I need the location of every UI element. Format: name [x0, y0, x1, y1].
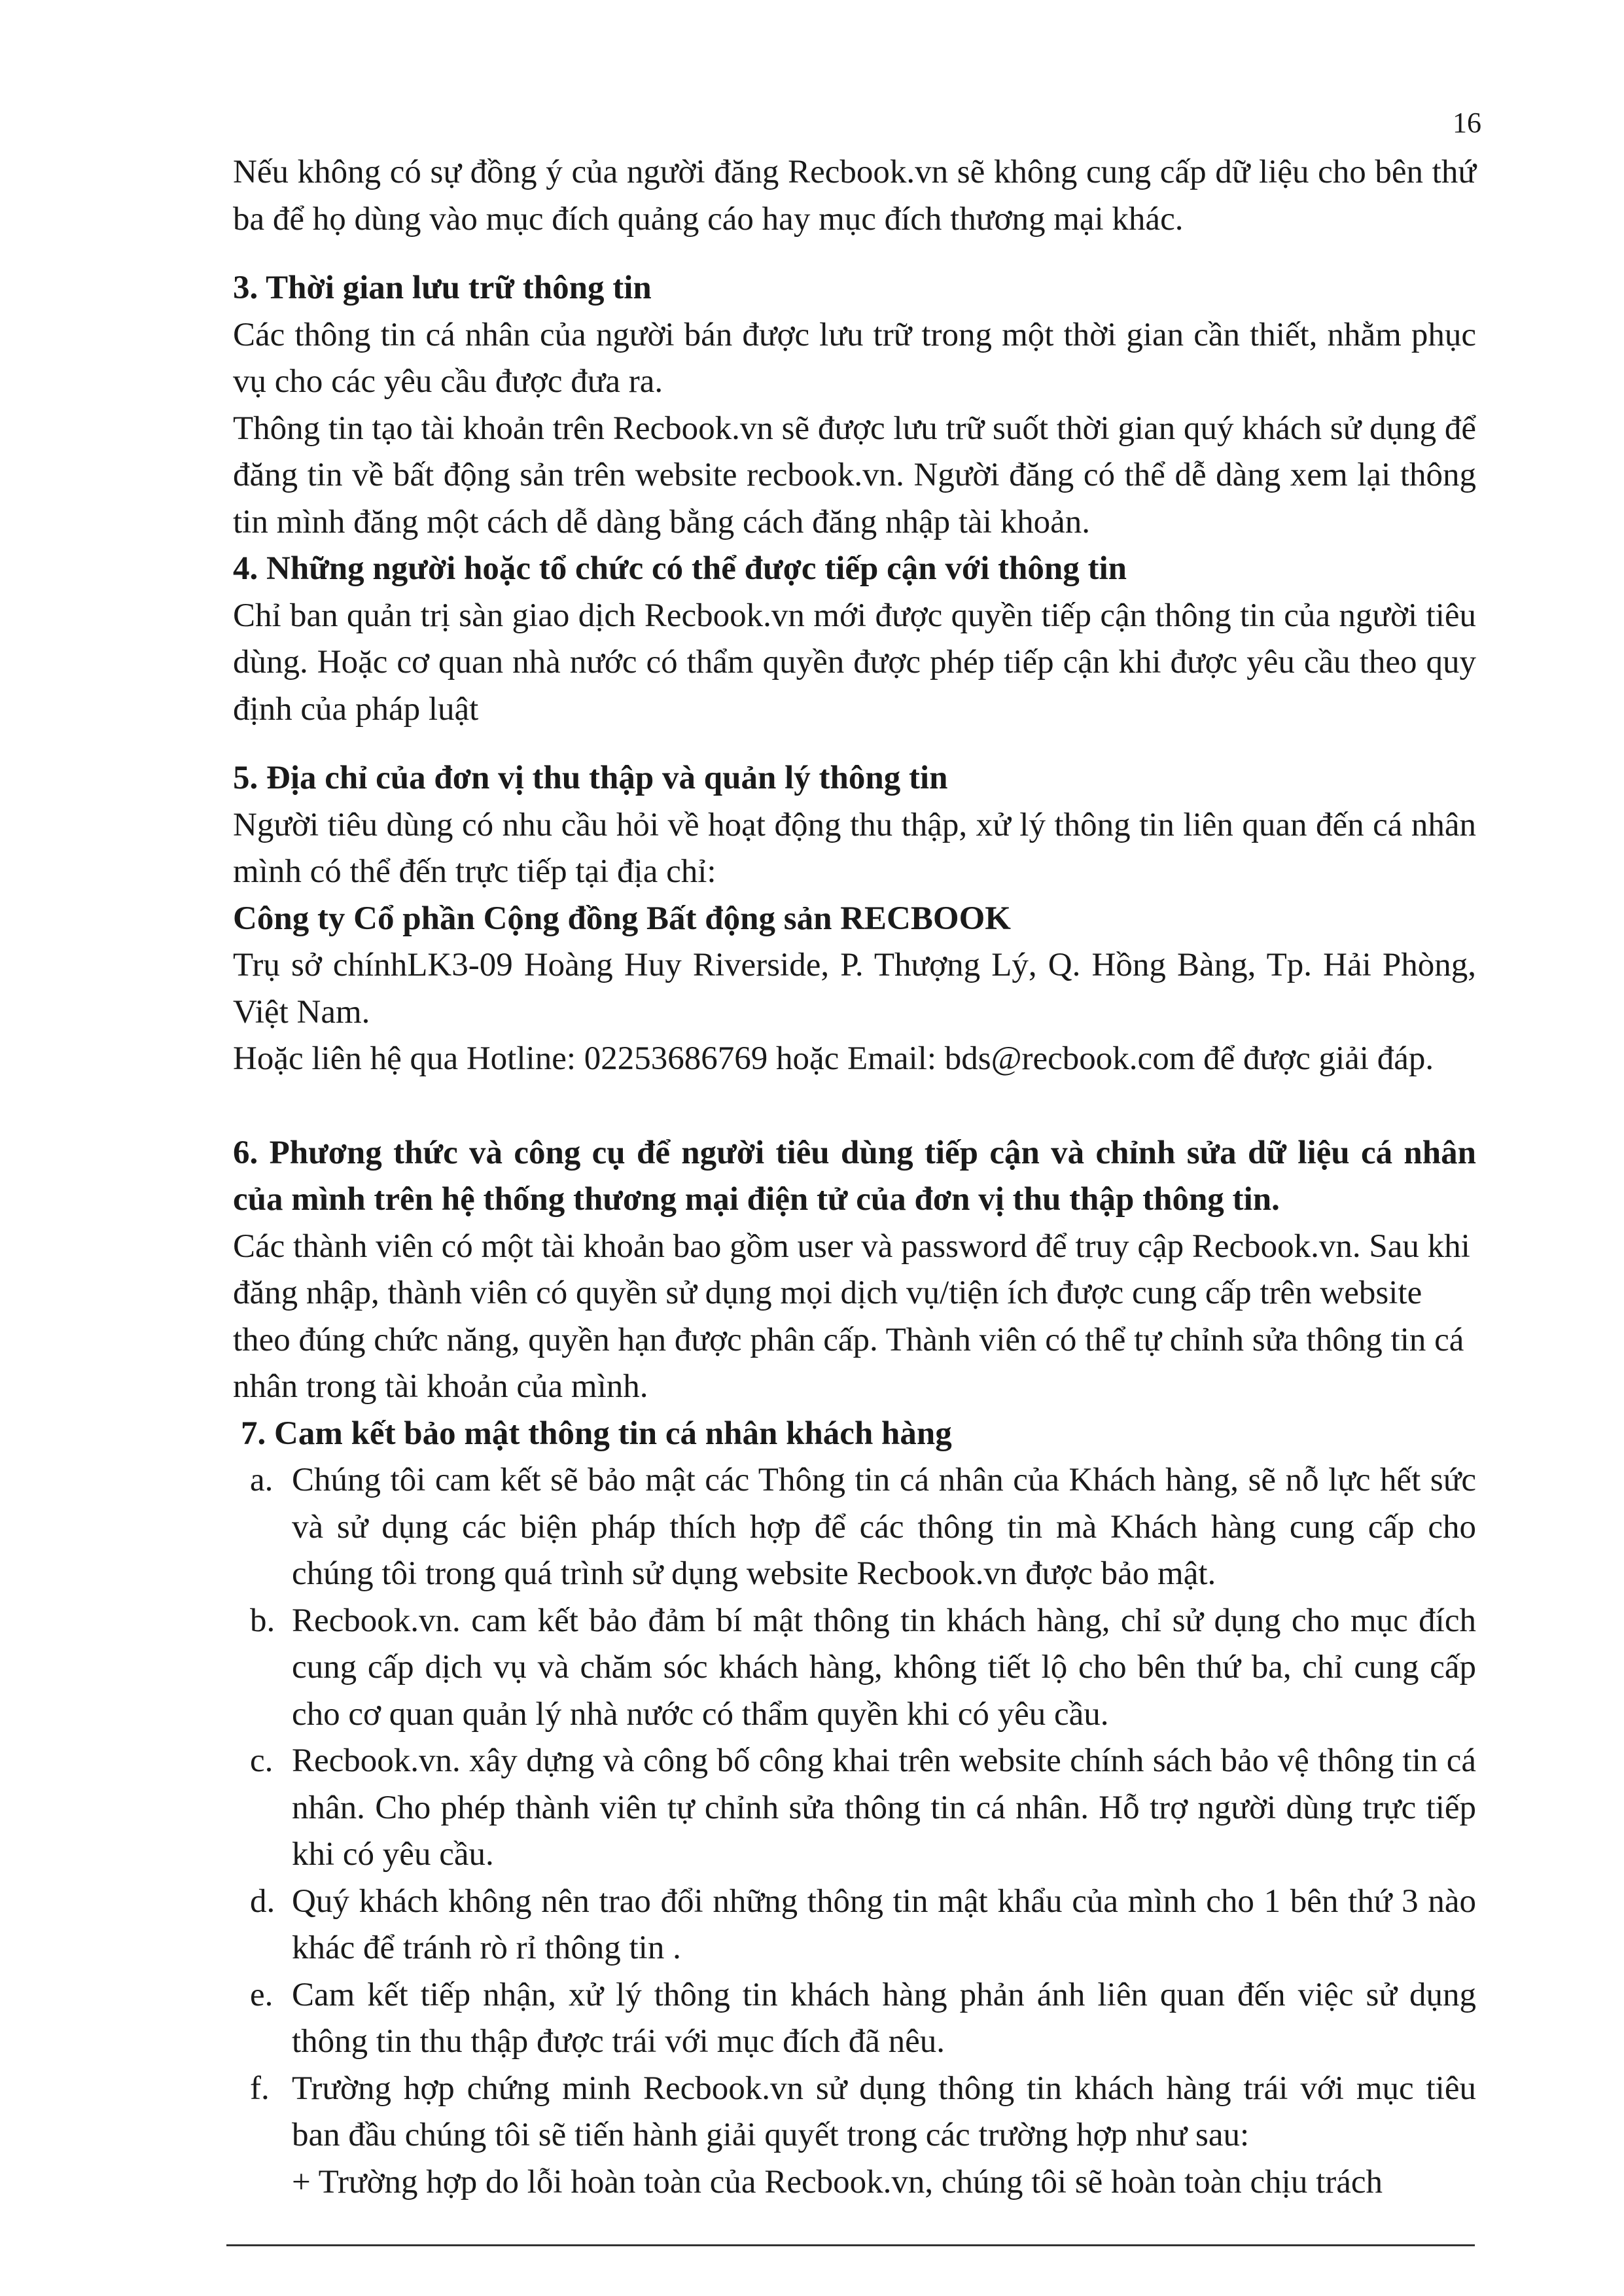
- section-6-paragraph-1: Các thành viên có một tài khoản bao gồm user và password để truy cập Recbook.vn. Sau khi đăng nhập, thành viên có quyền sử dụng mọi dịch vụ/tiện ích được cung cấp trên website theo đúng chức năng, quyền hạn được phân cấp. Thành viên có thể tự chỉnh sửa thông tin cá nhân trong tài khoản của mình.: [233, 1227, 1470, 1405]
- intro-paragraph: Nếu không có sự đồng ý của người đăng Recbook.vn sẽ không cung cấp dữ liệu cho bên thứ ba để họ dùng vào mục đích quảng cáo hay mục đích thương mại khác.: [233, 154, 1476, 238]
- item-marker: d.: [250, 1882, 275, 1920]
- commitment-item-c: [233, 1738, 1476, 1879]
- section-4: [233, 546, 1476, 733]
- item-marker: b.: [250, 1602, 275, 1639]
- page-number: 16: [1453, 107, 1481, 139]
- item-text: Trường hợp chứng minh Recbook.vn sử dụng thông tin khách hàng trái với mục tiêu ban đầu chúng tôi sẽ tiến hành giải quyết trong các trường hợp như sau:: [292, 2070, 1476, 2153]
- footer-rule: [226, 2244, 1475, 2246]
- section-5: [233, 755, 1476, 1083]
- contact-info: Hoặc liên hệ qua Hotline: 02253686769 hoặc Email: bds@recbook.com để được giải đáp.: [233, 1040, 1434, 1077]
- section-4-paragraph-1: Chỉ ban quản trị sàn giao dịch Recbook.vn mới được quyền tiếp cận thông tin của người tiêu dùng. Hoặc cơ quan nhà nước có thẩm quyền được phép tiếp cận khi được yêu cầu theo quy định của pháp luật: [233, 597, 1476, 728]
- commitment-sub-item: + Trường hợp do lỗi hoàn toàn của Recbook.vn, chúng tôi sẽ hoàn toàn chịu trách: [292, 2163, 1383, 2200]
- item-marker: f.: [250, 2070, 270, 2107]
- commitment-item-a: [233, 1457, 1476, 1598]
- commitment-item-d: [233, 1879, 1476, 1972]
- item-text: Quý khách không nên trao đổi những thông tin mật khẩu của mình cho 1 bên thứ 3 nào khác để tránh rò rỉ thông tin .: [292, 1882, 1476, 1966]
- section-5-paragraph-1: Người tiêu dùng có nhu cầu hỏi về hoạt động thu thập, xử lý thông tin liên quan đến cá nhân mình có thể đến trực tiếp tại địa chỉ:: [233, 806, 1476, 890]
- commitment-item-f: [233, 2066, 1476, 2159]
- section-6: [233, 1130, 1476, 1411]
- section-6-heading: 6. Phương thức và công cụ để người tiêu dùng tiếp cận và chỉnh sửa dữ liệu cá nhân của mình trên hệ thống thương mại điện tử của đơn vị thu thập thông tin.: [233, 1134, 1476, 1218]
- commitment-item-e: [233, 1972, 1476, 2066]
- item-text: Recbook.vn. cam kết bảo đảm bí mật thông tin khách hàng, chỉ sử dụng cho mục đích cung cấp dịch vụ và chăm sóc khách hàng, không tiết lộ cho bên thứ ba, chỉ cung cấp cho cơ quan quản lý nhà nước có thẩm quyền khi có yêu cầu.: [292, 1602, 1476, 1733]
- section-3-paragraph-2: Thông tin tạo tài khoản trên Recbook.vn sẽ được lưu trữ suốt thời gian quý khách sử dụng để đăng tin về bất động sản trên website recbook.vn. Người đăng có thể dễ dàng xem lại thông tin mình đăng một cách dễ dàng bằng cách đăng nhập tài khoản.: [233, 410, 1476, 540]
- item-marker: e.: [250, 1976, 274, 2013]
- commitment-item-b: [233, 1598, 1476, 1739]
- section-7: [233, 1411, 1476, 2206]
- section-3-heading: 3. Thời gian lưu trữ thông tin: [233, 270, 652, 306]
- item-marker: c.: [250, 1742, 274, 1779]
- section-7-heading: 7. Cam kết bảo mật thông tin cá nhân khách hàng: [241, 1415, 952, 1452]
- section-3-paragraph-1: Các thông tin cá nhân của người bán được lưu trữ trong một thời gian cần thiết, nhằm phục vụ cho các yêu cầu được đưa ra.: [233, 316, 1476, 400]
- document-body: [233, 149, 1476, 2206]
- item-marker: a.: [250, 1462, 274, 1498]
- item-text: Chúng tôi cam kết sẽ bảo mật các Thông tin cá nhân của Khách hàng, sẽ nỗ lực hết sức và sử dụng các biện pháp thích hợp để các thông tin mà Khách hàng cung cấp cho chúng tôi trong quá trình sử dụng website Recbook.vn được bảo mật.: [292, 1462, 1476, 1592]
- company-name: Công ty Cổ phần Cộng đồng Bất động sản RECBOOK: [233, 900, 1011, 937]
- company-address: Trụ sở chínhLK3-09 Hoàng Huy Riverside, P. Thượng Lý, Q. Hồng Bàng, Tp. Hải Phòng, Việt Nam.: [233, 947, 1476, 1031]
- section-3: [233, 265, 1476, 546]
- section-5-heading: 5. Địa chỉ của đơn vị thu thập và quản lý thông tin: [233, 760, 948, 796]
- item-text: Cam kết tiếp nhận, xử lý thông tin khách hàng phản ánh liên quan đến việc sử dụng thông tin thu thập được trái với mục đích đã nêu.: [292, 1976, 1476, 2060]
- item-text: Recbook.vn. xây dựng và công bố công khai trên website chính sách bảo vệ thông tin cá nhân. Cho phép thành viên tự chỉnh sửa thông tin cá nhân. Hỗ trợ người dùng trực tiếp khi có yêu cầu.: [292, 1742, 1476, 1873]
- section-4-heading: 4. Những người hoặc tổ chức có thể được tiếp cận với thông tin: [233, 550, 1127, 587]
